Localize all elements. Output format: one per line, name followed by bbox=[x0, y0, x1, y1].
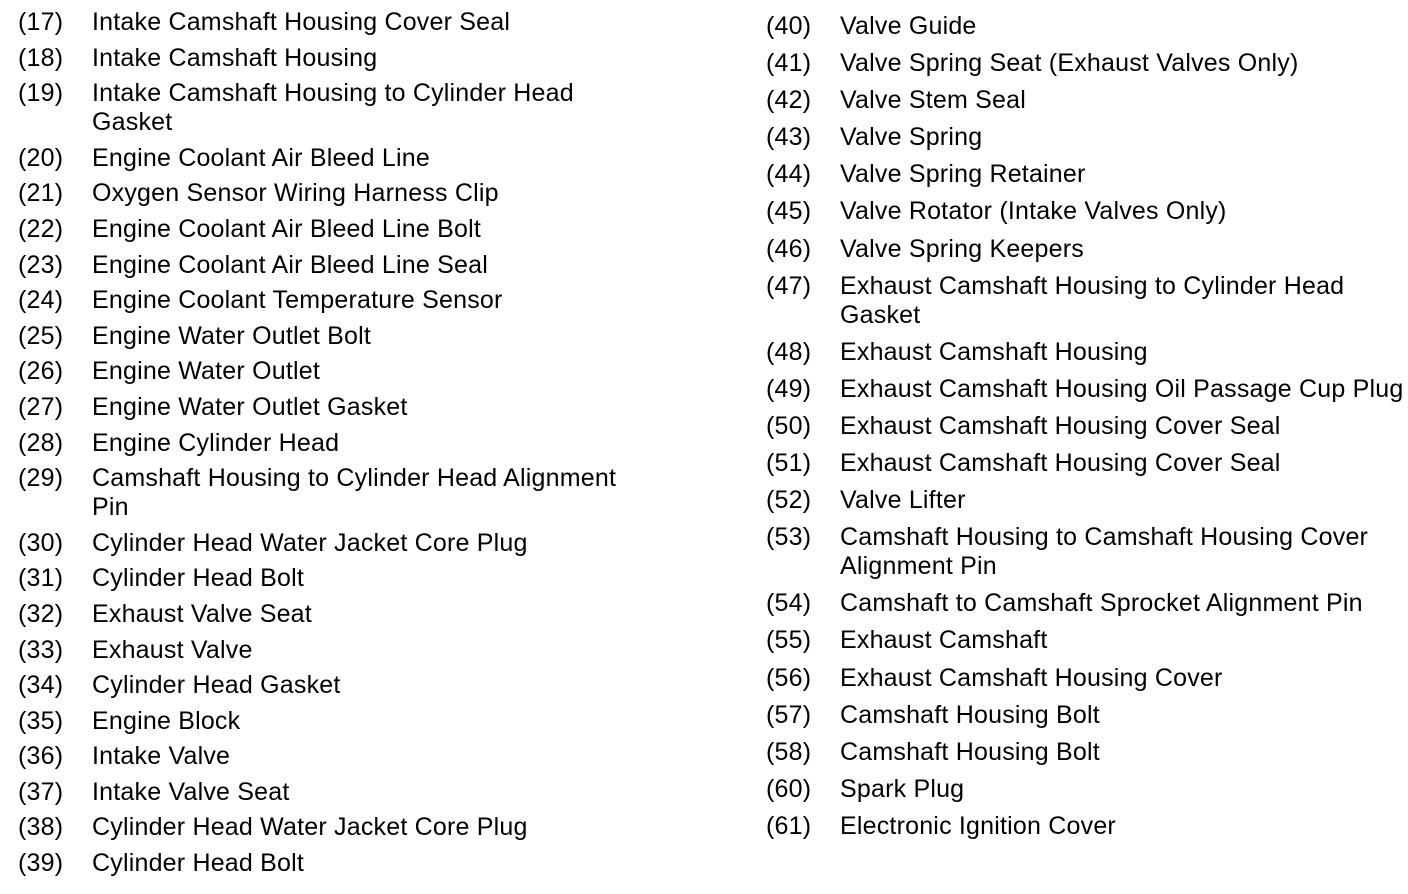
legend-item bbox=[18, 8, 708, 37]
item-number: (53) bbox=[766, 523, 812, 552]
legend-item bbox=[18, 215, 708, 244]
legend-item bbox=[18, 79, 708, 137]
legend-item bbox=[18, 44, 708, 73]
legend-item bbox=[766, 626, 1406, 655]
item-name: Exhaust Camshaft Housing Cover Seal bbox=[840, 411, 1281, 440]
item-name: Intake Valve Seat bbox=[92, 777, 290, 806]
item-number: (44) bbox=[766, 160, 812, 189]
item-name: Valve Spring Retainer bbox=[840, 160, 1086, 189]
item-number: (17) bbox=[18, 8, 64, 36]
legend-item bbox=[766, 235, 1406, 264]
item-name: Camshaft Housing Bolt bbox=[840, 700, 1100, 729]
legend-item bbox=[766, 589, 1406, 618]
legend-item bbox=[766, 123, 1406, 152]
legend-item bbox=[18, 600, 708, 629]
item-name: Exhaust Camshaft Housing Cover Seal bbox=[840, 449, 1281, 478]
item-number: (50) bbox=[766, 411, 812, 440]
legend-item bbox=[766, 812, 1406, 841]
legend-item bbox=[18, 286, 708, 315]
legend-item bbox=[18, 564, 708, 593]
item-name: Camshaft Housing to Cylinder Head Alignment Pin bbox=[92, 464, 617, 522]
item-number: (54) bbox=[766, 589, 812, 618]
legend-item bbox=[18, 813, 708, 842]
item-number: (48) bbox=[766, 337, 812, 366]
legend-item bbox=[766, 701, 1406, 730]
item-name: Intake Valve bbox=[92, 742, 231, 771]
item-number: (18) bbox=[18, 43, 64, 72]
item-name: Oxygen Sensor Wiring Harness Clip bbox=[92, 179, 499, 208]
legend-item bbox=[766, 49, 1406, 78]
legend-item bbox=[18, 778, 708, 807]
item-name: Exhaust Camshaft Housing bbox=[840, 337, 1148, 366]
legend-item bbox=[766, 775, 1406, 804]
item-number: (42) bbox=[766, 86, 812, 115]
legend-item bbox=[18, 144, 708, 173]
item-number: (46) bbox=[766, 234, 812, 263]
legend-item bbox=[18, 393, 708, 422]
legend-item bbox=[18, 636, 708, 665]
legend-item bbox=[766, 412, 1406, 441]
item-name: Intake Camshaft Housing to Cylinder Head Gasket bbox=[92, 79, 574, 137]
item-number: (21) bbox=[18, 179, 64, 208]
item-number: (52) bbox=[766, 486, 812, 515]
item-name: Electronic Ignition Cover bbox=[840, 811, 1116, 840]
item-number: (43) bbox=[766, 123, 812, 152]
legend-item bbox=[18, 529, 708, 558]
item-name: Exhaust Valve Seat bbox=[92, 599, 312, 628]
item-number: (37) bbox=[18, 777, 64, 806]
item-name: Engine Water Outlet Bolt bbox=[92, 321, 372, 350]
legend-item bbox=[18, 357, 708, 386]
item-name: Cylinder Head Water Jacket Core Plug bbox=[92, 528, 528, 557]
legend-item bbox=[18, 322, 708, 351]
item-number: (27) bbox=[18, 392, 64, 421]
item-name: Exhaust Camshaft bbox=[840, 626, 1048, 655]
item-name: Engine Coolant Air Bleed Line Seal bbox=[92, 250, 488, 279]
item-number: (47) bbox=[766, 271, 812, 300]
legend-column-right bbox=[766, 12, 1406, 849]
item-name: Intake Camshaft Housing Cover Seal bbox=[92, 8, 511, 36]
item-name: Camshaft to Camshaft Sprocket Alignment Pin bbox=[840, 589, 1363, 618]
item-number: (57) bbox=[766, 700, 812, 729]
item-name: Cylinder Head Bolt bbox=[92, 849, 305, 878]
item-name: Engine Cylinder Head bbox=[92, 428, 340, 457]
legend-item bbox=[18, 742, 708, 771]
item-number: (58) bbox=[766, 737, 812, 766]
legend-item bbox=[766, 160, 1406, 189]
item-name: Engine Water Outlet Gasket bbox=[92, 392, 408, 421]
item-name: Valve Lifter bbox=[840, 486, 966, 515]
item-number: (29) bbox=[18, 464, 64, 493]
legend-item bbox=[766, 486, 1406, 515]
item-name: Exhaust Camshaft Housing Cover bbox=[840, 663, 1223, 692]
item-number: (39) bbox=[18, 849, 64, 878]
item-number: (30) bbox=[18, 528, 64, 557]
item-number: (45) bbox=[766, 197, 812, 226]
item-number: (33) bbox=[18, 635, 64, 664]
item-number: (26) bbox=[18, 357, 64, 386]
legend-item bbox=[766, 197, 1406, 226]
item-number: (34) bbox=[18, 671, 64, 700]
item-number: (41) bbox=[766, 49, 812, 78]
item-name: Exhaust Camshaft Housing Oil Passage Cup Plug bbox=[840, 374, 1404, 403]
item-number: (40) bbox=[766, 12, 812, 40]
item-number: (56) bbox=[766, 663, 812, 692]
legend-item bbox=[18, 179, 708, 208]
item-name: Engine Coolant Temperature Sensor bbox=[92, 286, 503, 315]
item-name: Intake Camshaft Housing bbox=[92, 43, 378, 72]
item-name: Cylinder Head Gasket bbox=[92, 671, 341, 700]
item-name: Engine Block bbox=[92, 706, 241, 735]
legend-item bbox=[766, 12, 1406, 41]
legend-item bbox=[18, 429, 708, 458]
item-number: (38) bbox=[18, 813, 64, 842]
legend-item bbox=[18, 251, 708, 280]
item-number: (20) bbox=[18, 143, 64, 172]
item-number: (61) bbox=[766, 811, 812, 840]
item-number: (32) bbox=[18, 599, 64, 628]
item-number: (25) bbox=[18, 321, 64, 350]
item-name: Engine Coolant Air Bleed Line Bolt bbox=[92, 214, 482, 243]
item-number: (49) bbox=[766, 374, 812, 403]
item-name: Valve Spring Keepers bbox=[840, 234, 1084, 263]
item-number: (51) bbox=[766, 449, 812, 478]
item-name: Valve Stem Seal bbox=[840, 86, 1026, 115]
item-number: (31) bbox=[18, 564, 64, 593]
legend-item bbox=[766, 272, 1406, 330]
legend-item bbox=[18, 707, 708, 736]
legend-item bbox=[766, 86, 1406, 115]
item-name: Valve Spring Seat (Exhaust Valves Only) bbox=[840, 49, 1299, 78]
item-name: Camshaft Housing Bolt bbox=[840, 737, 1100, 766]
item-number: (19) bbox=[18, 79, 64, 108]
item-name: Exhaust Valve bbox=[92, 635, 253, 664]
item-number: (55) bbox=[766, 626, 812, 655]
legend-item bbox=[766, 338, 1406, 367]
legend-item bbox=[766, 738, 1406, 767]
legend-item bbox=[766, 375, 1406, 404]
item-number: (28) bbox=[18, 428, 64, 457]
item-name: Camshaft Housing to Camshaft Housing Cover Alignment Pin bbox=[840, 523, 1369, 581]
item-name: Valve Spring bbox=[840, 123, 983, 152]
item-name: Valve Rotator (Intake Valves Only) bbox=[840, 197, 1227, 226]
item-number: (24) bbox=[18, 286, 64, 315]
legend-item bbox=[766, 449, 1406, 478]
item-name: Engine Coolant Air Bleed Line bbox=[92, 143, 430, 172]
legend-item bbox=[766, 523, 1406, 581]
legend-item bbox=[766, 664, 1406, 693]
item-number: (35) bbox=[18, 706, 64, 735]
legend-item bbox=[18, 849, 708, 878]
item-name: Cylinder Head Bolt bbox=[92, 564, 305, 593]
item-name: Valve Guide bbox=[840, 12, 977, 40]
item-name: Engine Water Outlet bbox=[92, 357, 320, 386]
item-number: (23) bbox=[18, 250, 64, 279]
legend-item bbox=[18, 671, 708, 700]
item-name: Spark Plug bbox=[840, 774, 965, 803]
item-number: (36) bbox=[18, 742, 64, 771]
item-name: Exhaust Camshaft Housing to Cylinder Head Gasket bbox=[840, 271, 1345, 329]
legend-item bbox=[18, 464, 708, 522]
item-name: Cylinder Head Water Jacket Core Plug bbox=[92, 813, 528, 842]
item-number: (22) bbox=[18, 214, 64, 243]
item-number: (60) bbox=[766, 774, 812, 803]
legend-column-left bbox=[18, 8, 708, 885]
